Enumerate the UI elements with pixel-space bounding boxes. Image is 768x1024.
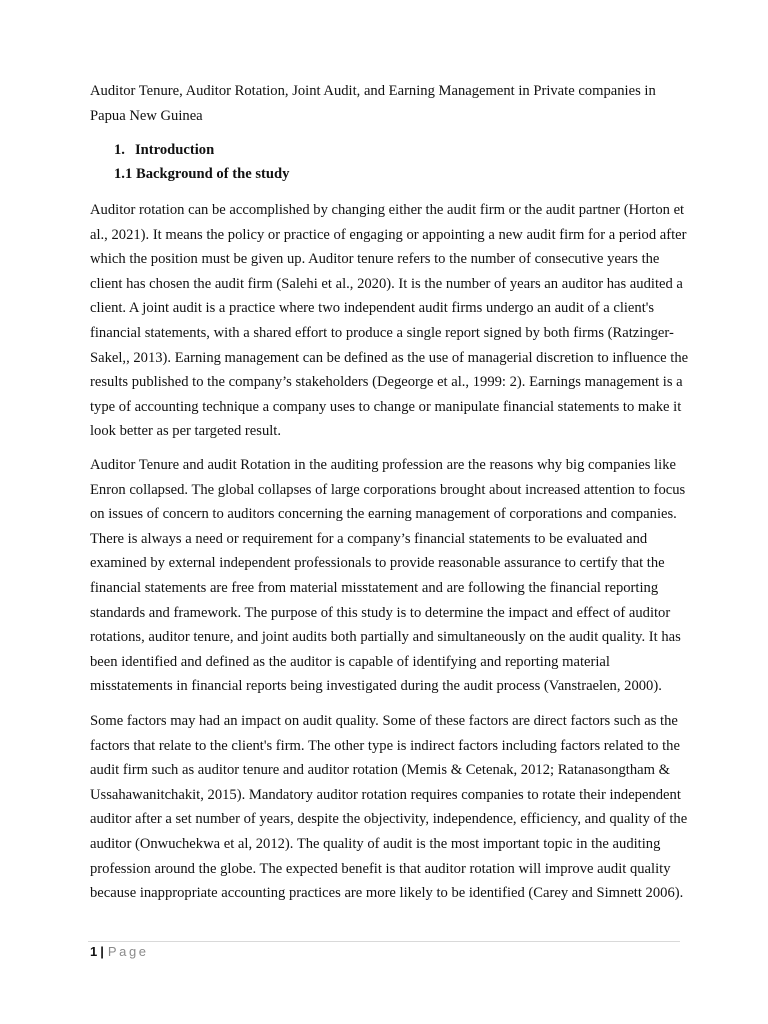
document-title: Auditor Tenure, Auditor Rotation, Joint Audit, and Earning Management in Private companies in Papua New Guinea — [90, 83, 656, 124]
page-separator: | — [100, 944, 104, 959]
section-number: 1. — [114, 142, 125, 158]
body-paragraph: Auditor Tenure and audit Rotation in the auditing profession are the reasons why big companies like Enron collapsed. The global collapses of large corporations brought about increased attention to focus on issues of concern to auditors concerning the earning management of corporations and companies. There is always a need or requirement for a company’s financial statements to be evaluated and examined by external independent professionals to provide reasonable assurance to certify that the financial statements are free from material misstatement and are following the financial reporting standards and framework. The purpose of this study is to determine the impact and effect of auditor rotations, auditor tenure, and joint audits both partially and simultaneously on the audit quality. It has been identified and defined as the auditor is capable of identifying and reporting material misstatements in financial reports being investigated during the audit process (Vanstraelen, 2000). — [90, 457, 686, 695]
page-label: Page — [107, 944, 149, 959]
page-number: 1 — [90, 944, 98, 959]
footer-divider — [88, 941, 680, 942]
page-footer — [90, 943, 149, 961]
body-paragraph: Some factors may had an impact on audit quality. Some of these factors are direct factors such as the factors that relate to the client's firm. The other type is indirect factors including factors related to the audit firm such as auditor tenure and auditor rotation (Memis & Cetenak, 2012; Ratanasongtham & Ussahawanitchakit, 2015). Mandatory auditor rotation requires companies to rotate their independent auditor after a set number of years, despite the objectivity, independence, efficiency, and quality of the auditor (Onwuchekwa et al, 2012). The quality of audit is the most important topic in the auditing profession around the globe. The expected benefit is that auditor rotation will improve audit quality because inappropriate accounting practices are more likely to be identified (Carey and Simnett 2006). — [90, 713, 688, 902]
section-title: Introduction — [135, 142, 215, 158]
section-number: 1.1 — [114, 166, 133, 182]
section-heading-background — [114, 165, 289, 183]
body-paragraph: Auditor rotation can be accomplished by changing either the audit firm or the audit partner (Horton et al., 2021). It means the policy or practice of engaging or appointing a new audit firm for a period after which the position must be given up. Auditor tenure refers to the number of consecutive years the client has chosen the audit firm (Salehi et al., 2020). It is the number of years an auditor has audited a client. A joint audit is a practice where two independent audit firms undergo an audit of a client's financial statements, with a shared effort to produce a single report signed by both firms (Ratzinger-Sakel,, 2013). Earning management can be defined as the use of managerial discretion to influence the results published to the company’s stakeholders (Degeorge et al., 1999: 2). Earnings management is a type of accounting technique a company uses to change or manipulate financial statements to make it look better as per targeted result. — [90, 202, 689, 440]
section-heading-introduction — [114, 141, 214, 159]
section-title: Background of the study — [136, 166, 290, 182]
